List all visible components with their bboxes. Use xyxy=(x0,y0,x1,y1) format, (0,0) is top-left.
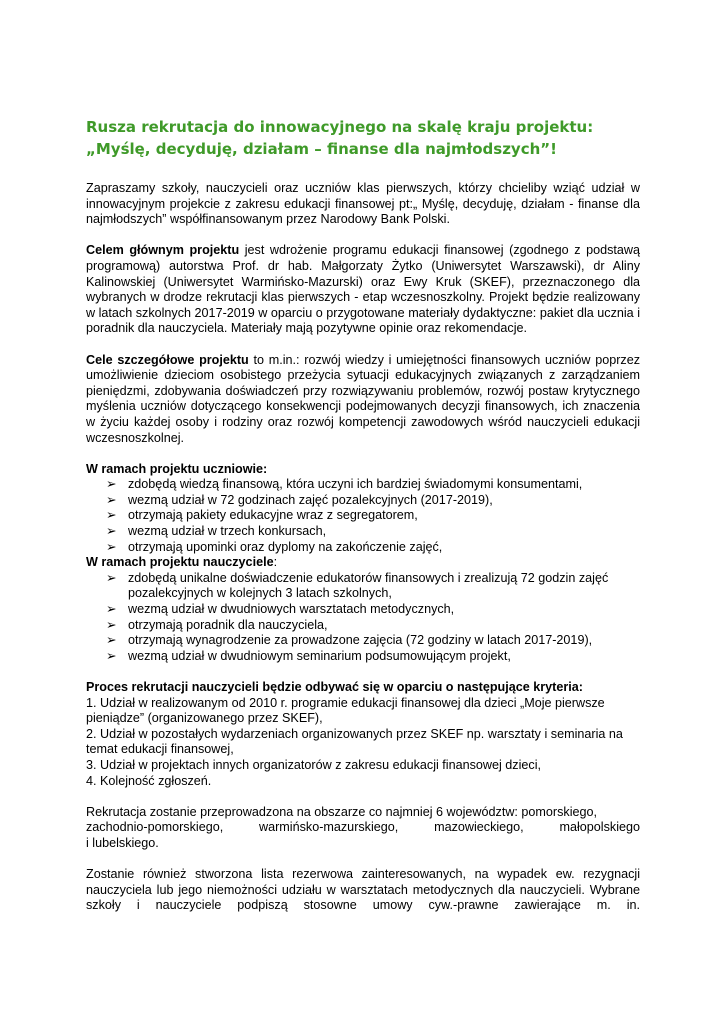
list-item: ➢ otrzymają poradnik dla nauczyciela, xyxy=(106,617,328,632)
title-line-1: Rusza rekrutacja do innowacyjnego na skalę kraju projektu: xyxy=(86,118,594,136)
detail-goals-text: to m.in.: rozwój wiedzy i umiejętności finansowych uczniów poprzez umożliwienie dzieciom osobistego przeżycia sytuacji edukacyjnych związanych z zarządzaniem pieniędzmi, zdobywania doświadczeń przy rozwiązywaniu problemów, rozwój postaw krytycznego myślenia uczniów dotyczącego konsekwencji podejmowanych decyzji finansowych, ich znaczenia w życiu każdej osoby i rodziny oraz rozwój kompetencji zawodowych wśród nauczycieli edukacji wczesnoszkolnej. xyxy=(86,352,640,445)
main-goal-text: jest wdrożenie programu edukacji finansowej (zgodnego z podstawą programową) autorstwa Prof. dr hab. Małgorzaty Żytko (Uniwersytet Warszawski), dr Aliny Kalinowskiej (Uniwersytet Warmińsko-Mazurski) oraz Ewy Kruk (SKEF), przeznaczonego dla wybranych w drodze rekrutacji klas pierwszych - etap wczesnoszkolny. Projekt będzie realizowany w latach szkolnych 2017-2019 w oparciu o przygotowane materiały dydaktyczne: pakiet dla ucznia i poradnik dla nauczyciela. Materiały mają pozytywne opinie oraz rekomendacje. xyxy=(86,243,640,336)
criterion-item: 3. Udział w projektach innych organizatorów z zakresu edukacji finansowej dzieci, xyxy=(86,757,541,772)
criteria-list xyxy=(86,696,640,790)
intro-paragraph: Zapraszamy szkoły, nauczycieli oraz uczniów klas pierwszych, którzy chcieliby wziąć udział w innowacyjnym projekcie z zakresu edukacji finansowej pt:„ Myślę, decyduję, działam - finanse dla najmłodszych” współfinansowanym przez Narodowy Bank Polski. xyxy=(86,181,640,227)
document-page xyxy=(86,116,640,914)
students-list xyxy=(86,477,640,555)
teachers-heading: W ramach projektu nauczyciele: xyxy=(86,555,278,570)
list-item: ➢ otrzymają upominki oraz dyplomy na zakończenie zajęć, xyxy=(106,539,443,554)
arrow-bullet-icon: ➢ xyxy=(106,633,117,648)
arrow-bullet-icon: ➢ xyxy=(106,492,117,507)
list-item: ➢ wezmą udział w dwudniowym seminarium podsumowującym projekt, xyxy=(106,648,511,663)
regions-line-1: Rekrutacja zostanie przeprowadzona na obszarze co najmniej 6 województw: pomorskiego, xyxy=(86,804,598,819)
criterion-item: 1. Udział w realizowanym od 2010 r. programie edukacji finansowej dla dzieci „Moje pierwsze pieniądze” (organizowanego przez SKEF), xyxy=(86,695,605,726)
main-goal-lead: Celem głównym projektu xyxy=(86,243,240,258)
list-item: ➢ zdobędą wiedzą finansową, która uczyni ich bardziej świadomymi konsumentami, xyxy=(106,477,583,492)
list-item: ➢ otrzymają wynagrodzenie za prowadzone zajęcia (72 godziny w latach 2017-2019), xyxy=(106,633,593,648)
arrow-bullet-icon: ➢ xyxy=(106,602,117,617)
list-item: ➢ wezmą udział w trzech konkursach, xyxy=(106,524,327,539)
reserve-paragraph: Zostanie również stworzona lista rezerwowa zainteresowanych, na wypadek ew. rezygnacji nauczyciela lub jego niemożności udziału w warsztatach metodycznych dla nauczycieli. Wybrane szkoły i nauczyciele podpiszą stosowne umowy cyw.-prawne zawierające m. in. xyxy=(86,867,640,913)
main-goal-paragraph xyxy=(86,243,640,337)
recruitment-heading: Proces rekrutacji nauczycieli będzie odbywać się w oparciu o następujące kryteria: xyxy=(86,680,583,694)
teachers-list xyxy=(86,571,640,665)
arrow-bullet-icon: ➢ xyxy=(106,477,117,492)
list-item: ➢ otrzymają pakiety edukacyjne wraz z segregatorem, xyxy=(106,508,418,523)
title-line-2: „Myślę, decyduję, działam – finanse dla najmłodszych”! xyxy=(86,140,557,158)
list-item: ➢ wezmą udział w 72 godzinach zajęć pozalekcyjnych (2017-2019), xyxy=(106,492,493,507)
regions-line-2: zachodnio-pomorskiego, warmińsko-mazurskiego, mazowieckiego, małopolskiego xyxy=(86,820,640,835)
students-heading: W ramach projektu uczniowie: xyxy=(86,461,268,476)
arrow-bullet-icon: ➢ xyxy=(106,570,117,585)
list-item: ➢ wezmą udział w dwudniowych warsztatach metodycznych, xyxy=(106,602,455,617)
detail-goals-lead: Cele szczegółowe projektu xyxy=(86,352,249,367)
criterion-item: 2. Udział w pozostałych wydarzeniach organizowanych przez SKEF np. warsztaty i seminaria na temat edukacji finansowej, xyxy=(86,726,623,757)
arrow-bullet-icon: ➢ xyxy=(106,648,117,663)
page-title xyxy=(86,116,640,160)
list-item: ➢ zdobędą unikalne doświadczenie edukatorów finansowych i zrealizują 72 godzin zajęć pozalekcyjnych w kolejnych 3 latach szkolnych, xyxy=(106,570,609,601)
criterion-item: 4. Kolejność zgłoszeń. xyxy=(86,773,212,788)
regions-line-3: i lubelskiego. xyxy=(86,835,159,850)
arrow-bullet-icon: ➢ xyxy=(106,617,117,632)
detail-goals-paragraph xyxy=(86,353,640,447)
arrow-bullet-icon: ➢ xyxy=(106,524,117,539)
arrow-bullet-icon: ➢ xyxy=(106,539,117,554)
arrow-bullet-icon: ➢ xyxy=(106,508,117,523)
